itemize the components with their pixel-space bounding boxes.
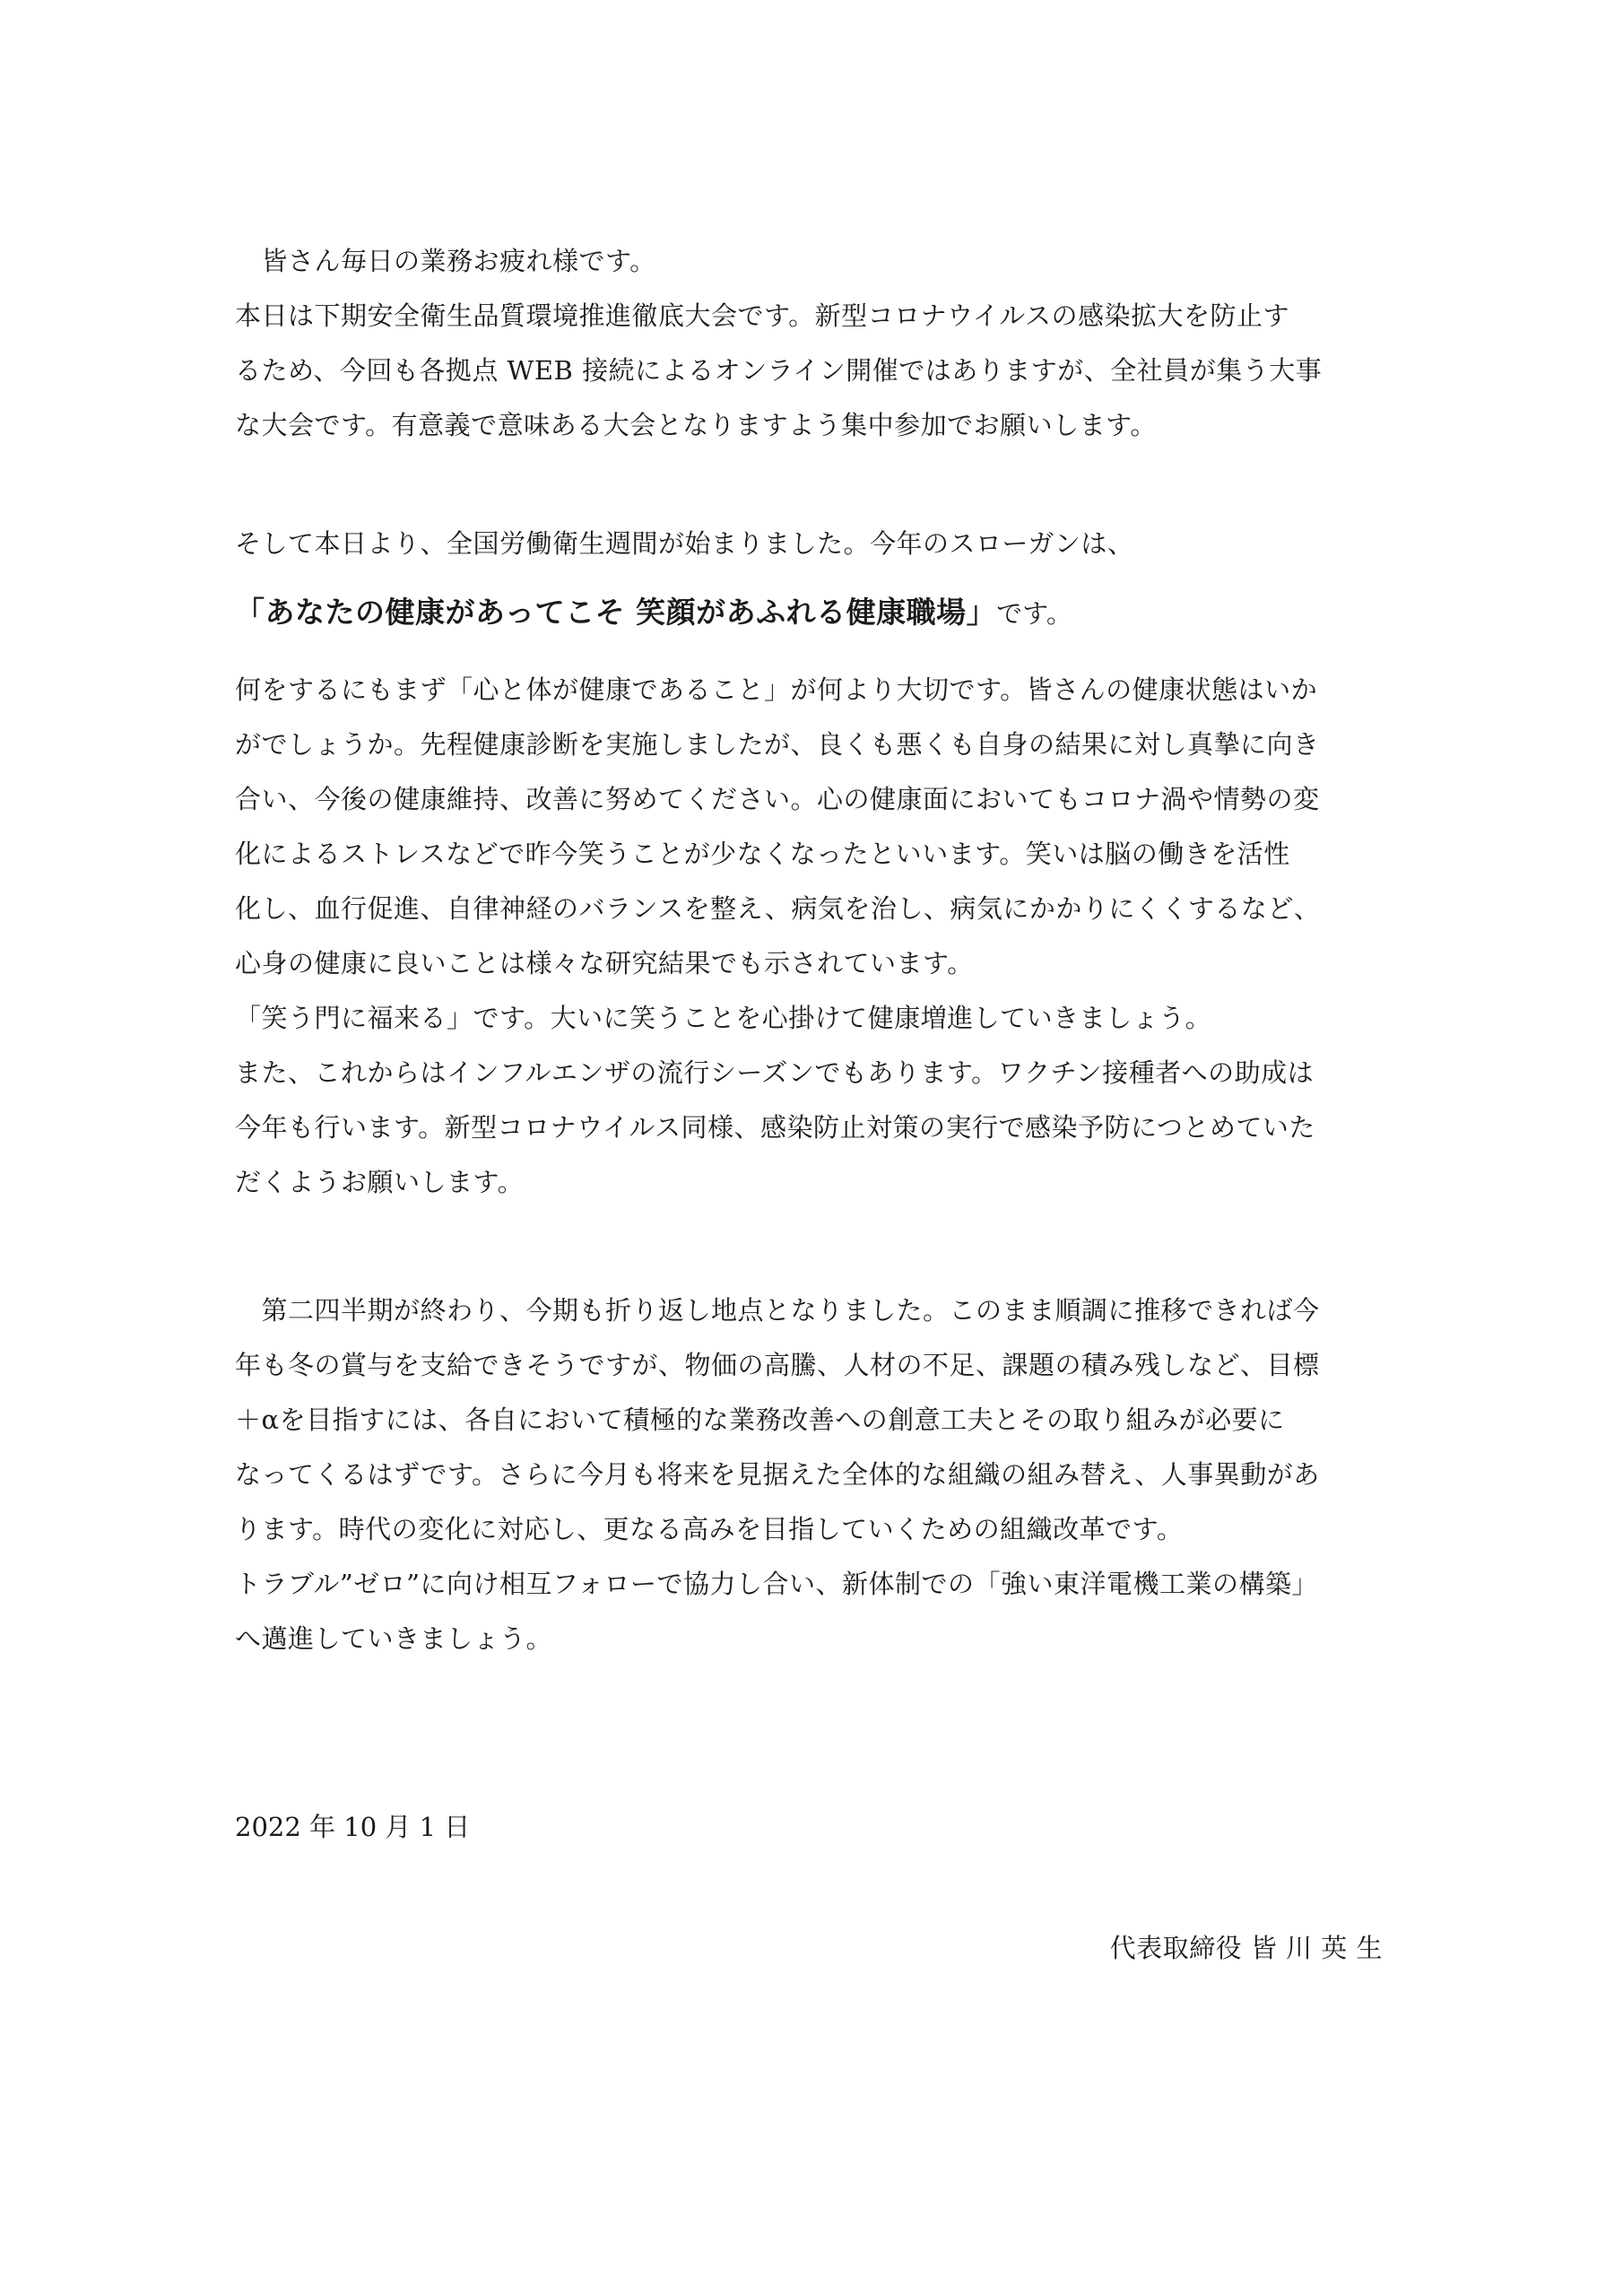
paragraph-4-line-5: ります。時代の変化に対応し、更なる高みを目指していくための組織改革です。 [235, 1514, 1184, 1544]
paragraph-1-line-2: 本日は下期安全衛生品質環境推進徹底大会です。新型コロナウイルスの感染拡大を防止す [235, 300, 1289, 331]
paragraph-3-line-5: 化し、血行促進、自律神経のバランスを整え、病気を治し、病気にかかりにくくするなど、 [235, 893, 1321, 924]
paragraph-1-line-1: 皆さん毎日の業務お疲れ様です。 [235, 246, 656, 276]
paragraph-2-intro: そして本日より、全国労働衛生週間が始まりました。今年のスローガンは、 [235, 528, 1134, 559]
paragraph-4-line-3: ＋αを目指すには、各自において積極的な業務改善への創意工夫とその取り組みが必要に [235, 1405, 1285, 1435]
paragraph-3-line-4: 化によるストレスなどで昨今笑うことが少なくなったといいます。笑いは脳の働きを活性 [235, 839, 1290, 869]
paragraph-3-line-3: 合い、今後の健康維持、改善に努めてください。心の健康面においてもコロナ渦や情勢の変 [235, 784, 1320, 814]
paragraph-3-line-2: がでしょうか。先程健康診断を実施しましたが、良くも悪くも自身の結果に対し真摯に向き [235, 729, 1320, 760]
paragraph-4-line-7: へ邁進していきましょう。 [235, 1623, 553, 1654]
paragraph-3-line-7: 「笑う門に福来る」です。大いに笑うことを心掛けて健康増進していきましょう。 [235, 1003, 1212, 1033]
paragraph-1-line-4: な大会です。有意義で意味ある大会となりますよう集中参加でお願いします。 [235, 410, 1157, 440]
paragraph-3-line-6: 心身の健康に良いことは様々な研究結果でも示されています。 [235, 948, 974, 978]
paragraph-4-line-4: なってくるはずです。さらに今月も将来を見据えた全体的な組織の組み替え、人事異動があ [235, 1459, 1320, 1490]
paragraph-3-line-9: 今年も行います。新型コロナウイルス同様、感染防止対策の実行で感染予防につとめていた [235, 1112, 1315, 1143]
paragraph-1-line-3: るため、今回も各拠点 WEB 接続によるオンライン開催ではありますが、全社員が集う大事 [235, 355, 1323, 386]
signature: 代表取締役 皆 川 英 生 [1109, 1933, 1383, 1963]
paragraph-4-line-6: トラブル”ゼロ”に向け相互フォローで協力し合い、新体制での「強い東洋電機工業の構築」 [235, 1569, 1319, 1599]
paragraph-4-line-2: 年も冬の賞与を支給できそうですが、物価の高騰、人材の不足、課題の積み残しなど、目標 [235, 1350, 1320, 1380]
paragraph-4-line-1: 第二四半期が終わり、今期も折り返し地点となりました。このまま順調に推移できれば今 [235, 1295, 1320, 1326]
slogan-suffix: です。 [996, 598, 1072, 629]
letter-date: 2022 年 10 月 1 日 [235, 1812, 471, 1842]
slogan [235, 595, 1072, 630]
paragraph-3-line-8: また、これからはインフルエンザの流行シーズンでもあります。ワクチン接種者への助成は [235, 1057, 1315, 1088]
paragraph-3-line-10: だくようお願いします。 [235, 1167, 525, 1197]
paragraph-3-line-1: 何をするにもまず「心と体が健康であること」が何より大切です。皆さんの健康状態はいか [235, 674, 1318, 705]
slogan-text: 「あなたの健康があってこそ 笑顔があふれる健康職場」 [235, 595, 997, 630]
